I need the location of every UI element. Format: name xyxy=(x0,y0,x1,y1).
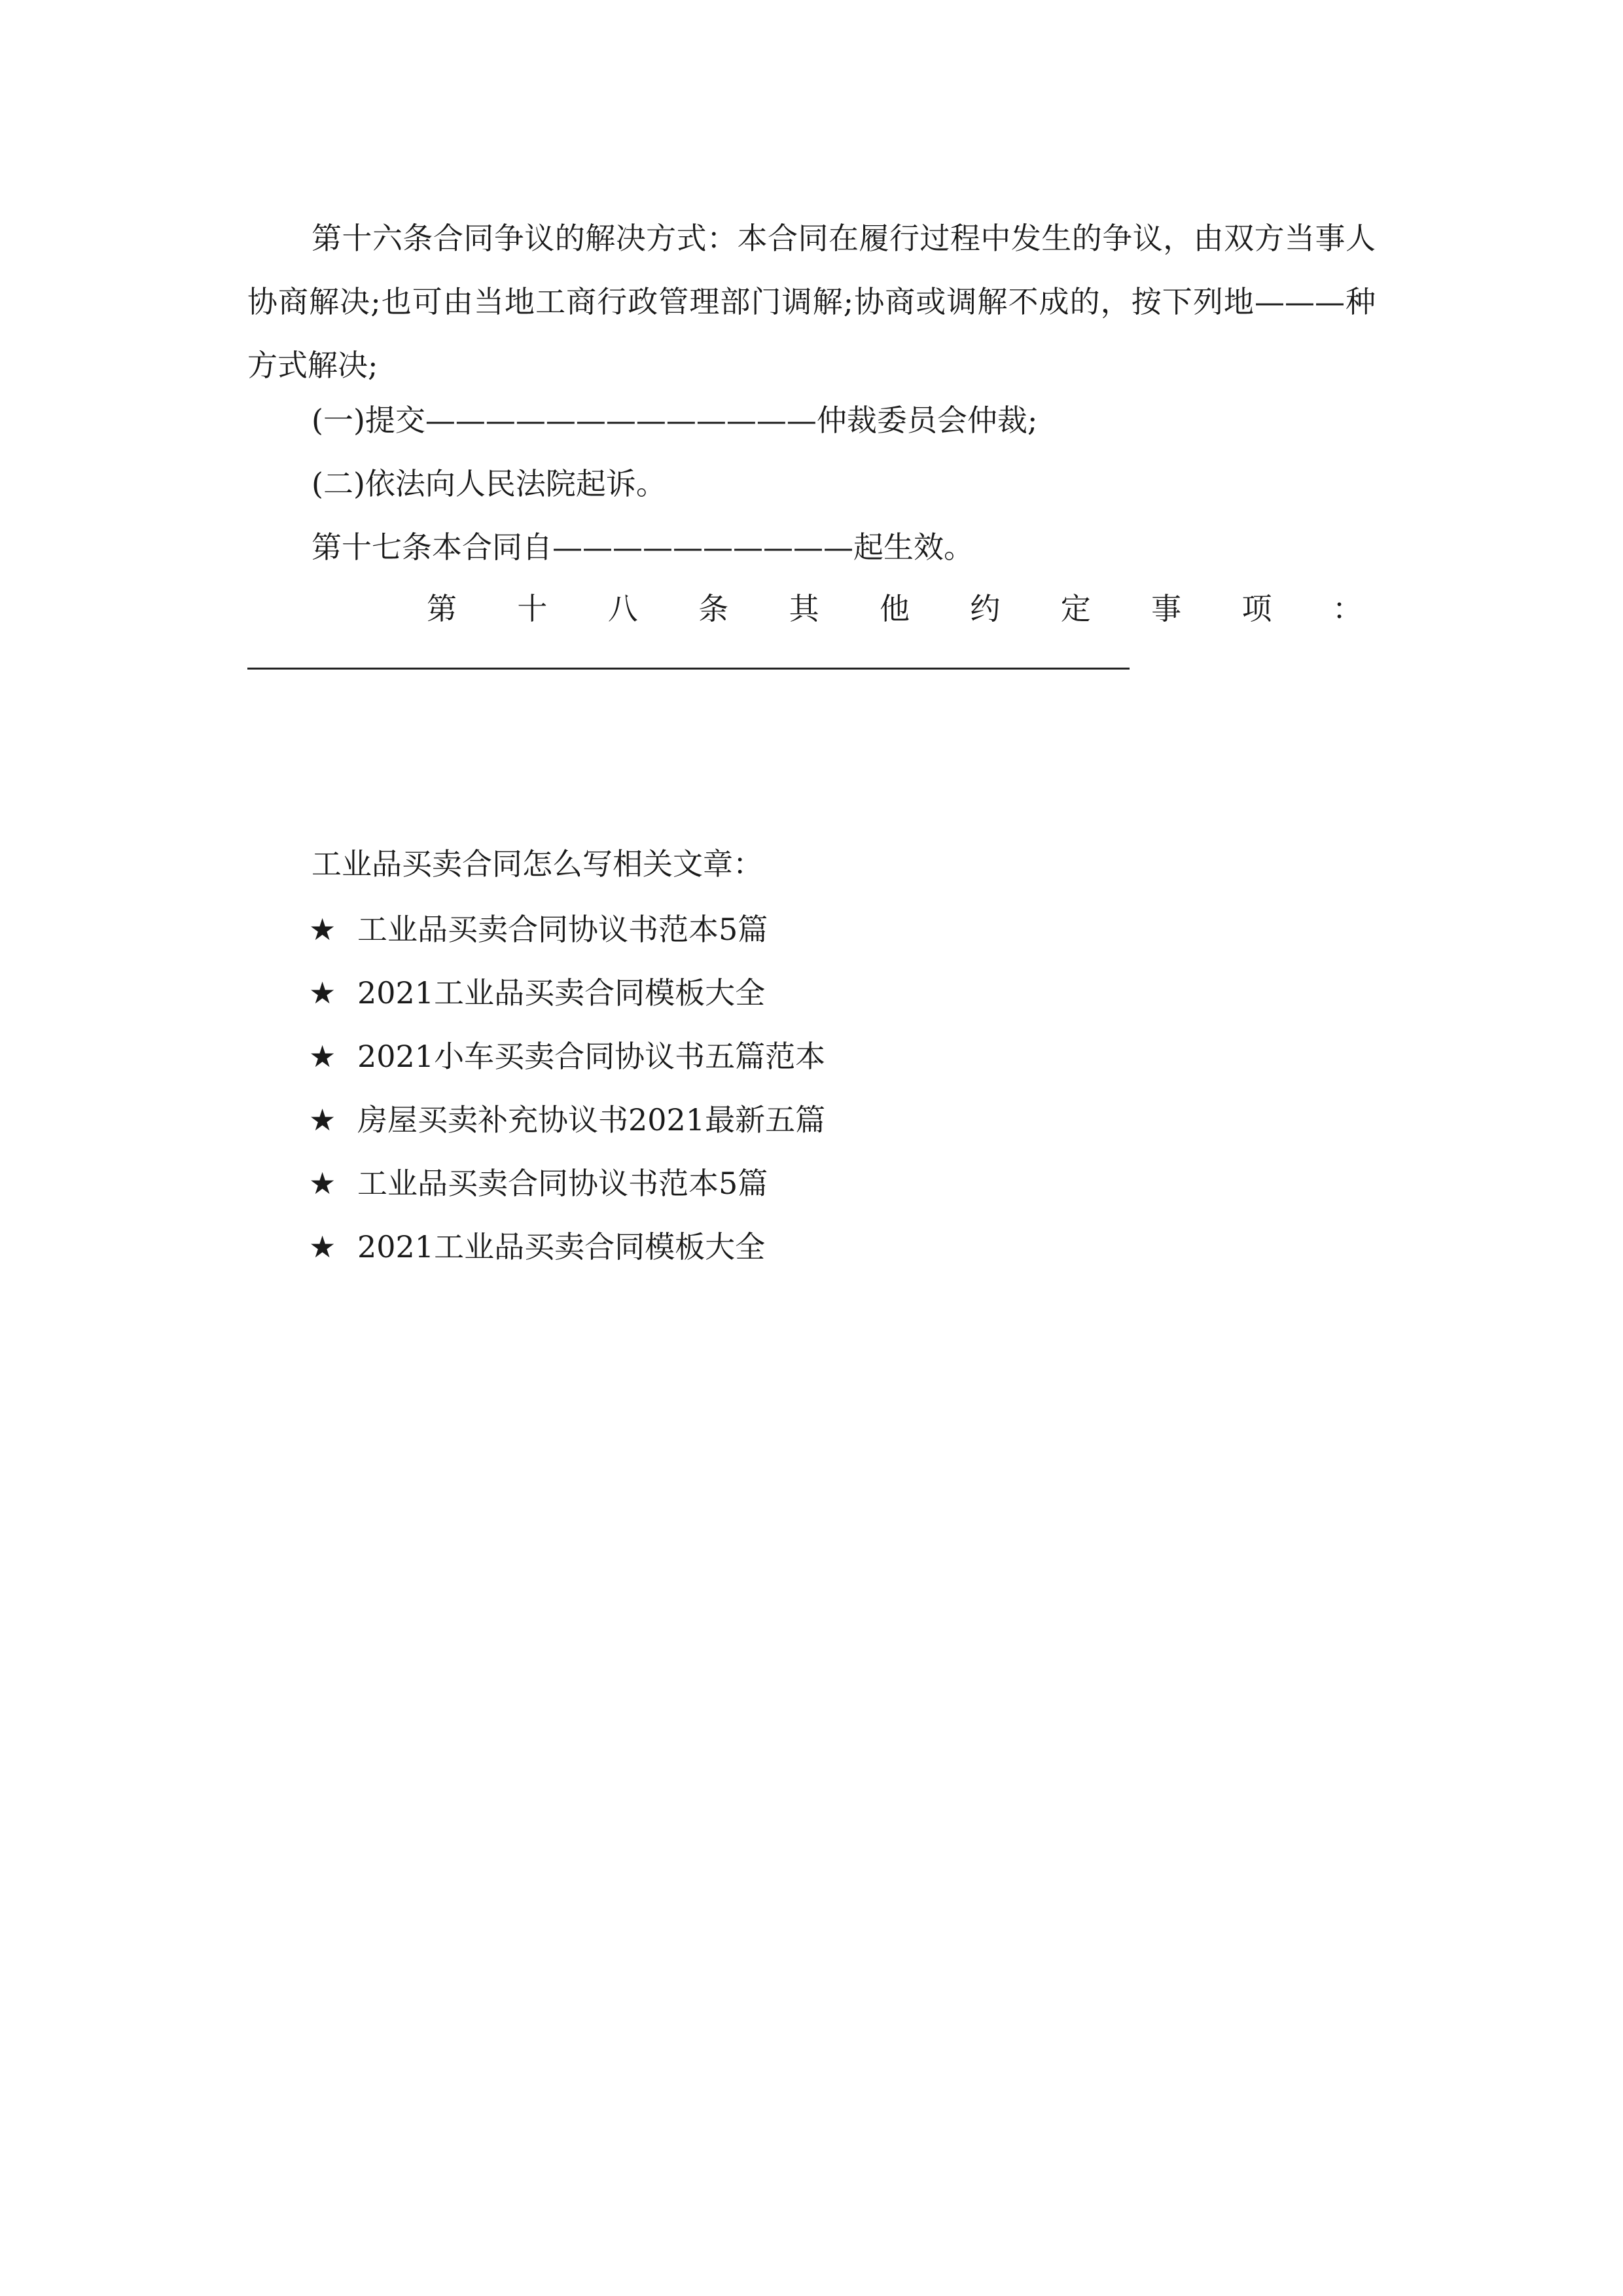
related-article-title: 2021工业品买卖合同模板大全 xyxy=(357,1229,766,1265)
article-18-char: 事 xyxy=(1151,591,1182,626)
related-article-link[interactable] xyxy=(309,910,768,949)
star-icon: ★ xyxy=(309,912,336,947)
related-article-title: 2021小车买卖合同协议书五篇范本 xyxy=(357,1039,826,1074)
related-article-link[interactable] xyxy=(309,973,765,1013)
article-16-paragraph: 第十六条合同争议的解决方式：本合同在履行过程中发生的争议，由双方当事人协商解决;也可由当地工商行政管理部门调解;协商或调解不成的，按下列地———种方式解决; xyxy=(247,221,1376,383)
option-1-line: (一)提交—————————————仲裁委员会仲裁; xyxy=(312,403,1038,438)
related-article-title: 工业品买卖合同协议书范本5篇 xyxy=(357,1166,768,1201)
star-icon: ★ xyxy=(309,975,336,1011)
related-article-link[interactable] xyxy=(309,1227,765,1266)
star-icon: ★ xyxy=(309,1039,336,1074)
related-article-link[interactable] xyxy=(309,1037,825,1076)
related-article-title: 2021工业品买卖合同模板大全 xyxy=(357,975,766,1011)
article-18-char: 第 xyxy=(427,591,457,626)
article-18-char: 项 xyxy=(1241,591,1272,626)
article-18-char: 十 xyxy=(517,591,548,626)
related-article-title: 工业品买卖合同协议书范本5篇 xyxy=(357,912,768,947)
article-18-char: 定 xyxy=(1060,591,1091,626)
article-18-char: ： xyxy=(1332,591,1363,626)
article-18-char: 条 xyxy=(698,591,729,626)
article-18-heading xyxy=(427,589,1363,628)
article-18-char: 约 xyxy=(970,591,1001,626)
option-2-line: (二)依法向人民法院起诉。 xyxy=(312,466,666,501)
blank-fill-rule xyxy=(247,668,1130,670)
article-18-char: 他 xyxy=(879,591,910,626)
related-heading: 工业品买卖合同怎么写相关文章： xyxy=(312,846,763,882)
related-article-title: 房屋买卖补充协议书2021最新五篇 xyxy=(357,1102,826,1138)
article-17-line: 第十七条本合同自——————————起生效。 xyxy=(312,529,974,565)
star-icon: ★ xyxy=(309,1229,336,1265)
star-icon: ★ xyxy=(309,1102,336,1138)
article-18-char: 八 xyxy=(607,591,638,626)
related-article-link[interactable] xyxy=(309,1164,768,1203)
star-icon: ★ xyxy=(309,1166,336,1201)
article-18-char: 其 xyxy=(789,591,819,626)
related-article-link[interactable] xyxy=(309,1100,825,1139)
